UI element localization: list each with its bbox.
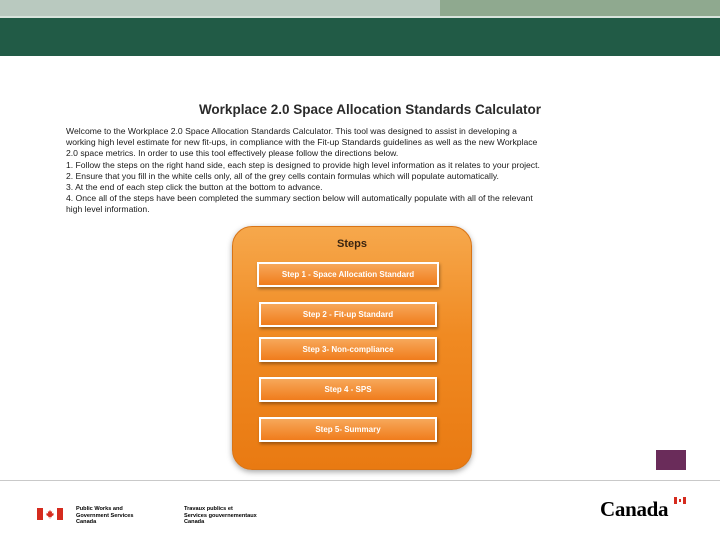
accent-square bbox=[656, 450, 686, 470]
step-2-button[interactable]: Step 2 - Fit-up Standard bbox=[259, 302, 437, 327]
footer-line: Government Services bbox=[76, 512, 134, 519]
intro-line: 4. Once all of the steps have been completed the summary section below will automatically populate with all of the relevant bbox=[66, 193, 533, 204]
footer-department-english bbox=[76, 506, 176, 526]
step-3-button[interactable]: Step 3- Non-compliance bbox=[259, 337, 437, 362]
steps-panel bbox=[232, 226, 472, 470]
intro-line: 3. At the end of each step click the button at the bottom to advance. bbox=[66, 182, 323, 193]
footer-line: Services gouvernementaux bbox=[184, 512, 257, 519]
top-band-dark bbox=[0, 18, 720, 56]
step-5-button[interactable]: Step 5- Summary bbox=[259, 417, 437, 442]
intro-text bbox=[66, 126, 646, 216]
intro-line: high level information. bbox=[66, 204, 150, 215]
intro-line: 2.0 space metrics. In order to use this tool effectively please follow the directions below. bbox=[66, 148, 399, 159]
footer-line: Canada bbox=[184, 519, 205, 526]
steps-heading: Steps bbox=[337, 238, 367, 250]
footer-line: Canada bbox=[76, 519, 97, 526]
intro-line: Welcome to the Workplace 2.0 Space Allocation Standards Calculator. This tool was designed to assist in developing a bbox=[66, 126, 517, 136]
intro-line: 2. Ensure that you fill in the white cells only, all of the grey cells contain formulas which will populate automatically. bbox=[66, 170, 499, 181]
intro-line: 1. Follow the steps on the right hand side, each step is designed to provide high level information as it relates to your project. bbox=[66, 159, 540, 170]
footer-divider bbox=[0, 480, 720, 481]
step-1-button[interactable]: Step 1 - Space Allocation Standard bbox=[257, 262, 439, 287]
canada-wordmark: Canada bbox=[600, 497, 669, 521]
wordmark-flag-icon bbox=[674, 497, 686, 504]
canada-flag-icon bbox=[37, 508, 63, 520]
footer-line: Public Works and bbox=[76, 506, 123, 512]
footer-department-french bbox=[184, 506, 294, 526]
step-4-button[interactable]: Step 4 - SPS bbox=[259, 377, 437, 402]
page-title: Workplace 2.0 Space Allocation Standards Calculator bbox=[198, 102, 542, 117]
footer-line: Travaux publics et bbox=[184, 506, 233, 512]
intro-line: working high level estimate for new fit-ups, in compliance with the Fit-up Standards guidelines as well as the new Workplace bbox=[66, 137, 538, 148]
